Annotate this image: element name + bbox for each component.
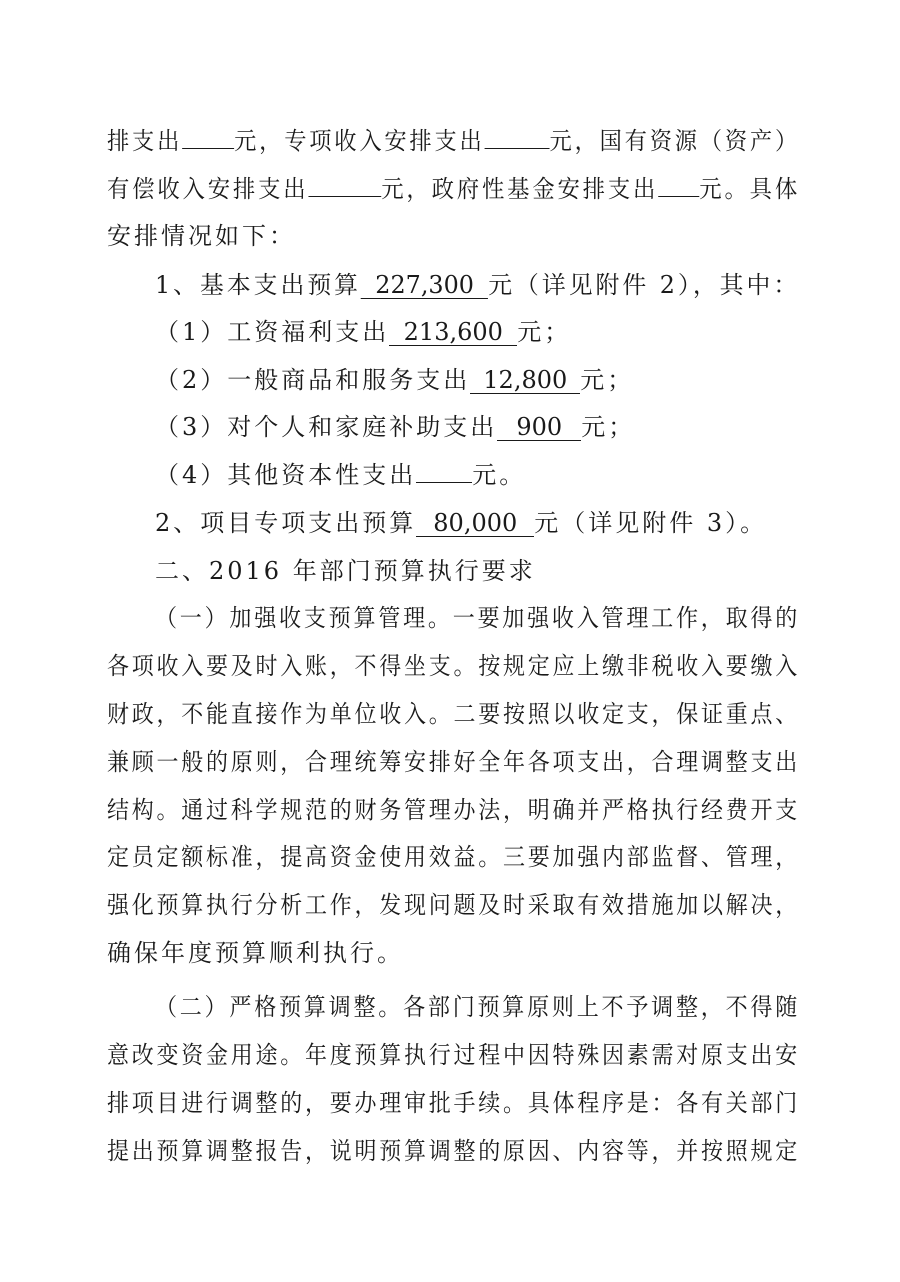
- line-1-part-2: 元，专项收入安排支出: [234, 127, 485, 155]
- line-2-part-1: 有偿收入安排支出: [107, 175, 309, 203]
- paragraph-text: 各项收入要及时入账，不得坐支。按规定应上缴非税收入要缴入: [107, 652, 800, 680]
- basic-expenditure-amount: 227,300: [361, 272, 488, 299]
- line-2-part-2: 元，政府性基金安排支出: [381, 175, 659, 203]
- goods-services-suffix: 元；: [580, 366, 635, 394]
- text-line-3: [107, 219, 296, 253]
- paragraph-text: 定员定额标准，提高资金使用效益。三要加强内部监督、管理，: [107, 843, 800, 871]
- paragraph-2-line-3: [107, 1086, 800, 1120]
- goods-services-amount: 12,800: [470, 367, 580, 394]
- line-3-text: 安排情况如下：: [107, 222, 296, 250]
- text-line-2: [107, 172, 800, 206]
- salary-welfare-suffix: 元；: [517, 318, 572, 346]
- paragraph-1-line-2: [107, 649, 800, 683]
- paragraph-1-line-5: [107, 793, 800, 827]
- paragraph-text: （二）严格预算调整。各部门预算原则上不予调整，不得随: [155, 993, 800, 1021]
- paragraph-1-line-4: [107, 745, 800, 779]
- basic-expenditure-suffix: 元（详见附件 2），其中：: [488, 271, 801, 299]
- paragraph-text: 强化预算执行分析工作，发现问题及时采取有效措施加以解决，: [107, 891, 800, 919]
- salary-welfare-label: （1）工资福利支出: [155, 318, 390, 346]
- blank-field: [485, 148, 550, 149]
- section-heading: [155, 554, 536, 588]
- paragraph-1-line-7: [107, 888, 800, 922]
- paragraph-2-line-4: [107, 1134, 800, 1168]
- goods-services-label: （2）一般商品和服务支出: [155, 366, 471, 394]
- basic-expenditure-label: 1、基本支出预算: [155, 271, 362, 299]
- paragraph-text: 确保年度预算顺利执行。: [107, 939, 404, 967]
- goods-services-line: [155, 363, 634, 397]
- line-2-part-3: 元。具体: [699, 175, 800, 203]
- paragraph-text: （一）加强收支预算管理。一要加强收入管理工作，取得的: [155, 604, 800, 632]
- salary-welfare-amount: 213,600: [389, 319, 517, 346]
- project-expenditure-line: [155, 506, 767, 540]
- paragraph-2-line-2: [107, 1038, 800, 1072]
- paragraph-text: 财政，不能直接作为单位收入。二要按照以收定支，保证重点、: [107, 700, 800, 728]
- blank-field: [416, 482, 472, 483]
- paragraph-text: 意改变资金用途。年度预算执行过程中因特殊因素需对原支出安: [107, 1041, 800, 1069]
- paragraph-text: 排项目进行调整的，要办理审批手续。具体程序是：各有关部门: [107, 1089, 800, 1117]
- household-subsidy-suffix: 元；: [581, 413, 636, 441]
- household-subsidy-label: （3）对个人和家庭补助支出: [155, 413, 498, 441]
- basic-expenditure-line: [155, 268, 800, 302]
- paragraph-text: 兼顾一般的原则，合理统筹安排好全年各项支出，合理调整支出: [107, 748, 800, 776]
- project-expenditure-amount: 80,000: [416, 510, 534, 537]
- paragraph-1-line-8: [107, 936, 404, 970]
- blank-field: [308, 196, 381, 197]
- household-subsidy-amount: 900: [497, 414, 581, 441]
- blank-field: [658, 196, 699, 197]
- other-capital-label: （4）其他资本性支出: [155, 461, 417, 489]
- project-expenditure-label: 2、项目专项支出预算: [155, 509, 417, 537]
- section-heading-text: 二、2016 年部门预算执行要求: [155, 557, 536, 585]
- other-capital-line: [155, 458, 526, 492]
- paragraph-2-line-1: [155, 990, 800, 1024]
- household-subsidy-line: [155, 410, 635, 444]
- blank-field: [182, 148, 234, 149]
- line-1-part-1: 排支出: [107, 127, 183, 155]
- paragraph-text: 结构。通过科学规范的财务管理办法，明确并严格执行经费开支: [107, 796, 800, 824]
- paragraph-text: 提出预算调整报告，说明预算调整的原因、内容等，并按照规定: [107, 1137, 800, 1165]
- paragraph-1-line-1: [155, 601, 800, 635]
- line-1-part-3: 元，国有资源（资产）: [549, 127, 800, 155]
- salary-welfare-line: [155, 315, 571, 349]
- paragraph-1-line-6: [107, 840, 800, 874]
- text-line-1: [107, 124, 800, 158]
- project-expenditure-suffix: 元（详见附件 3）。: [534, 509, 768, 537]
- other-capital-suffix: 元。: [472, 461, 527, 489]
- paragraph-1-line-3: [107, 697, 800, 731]
